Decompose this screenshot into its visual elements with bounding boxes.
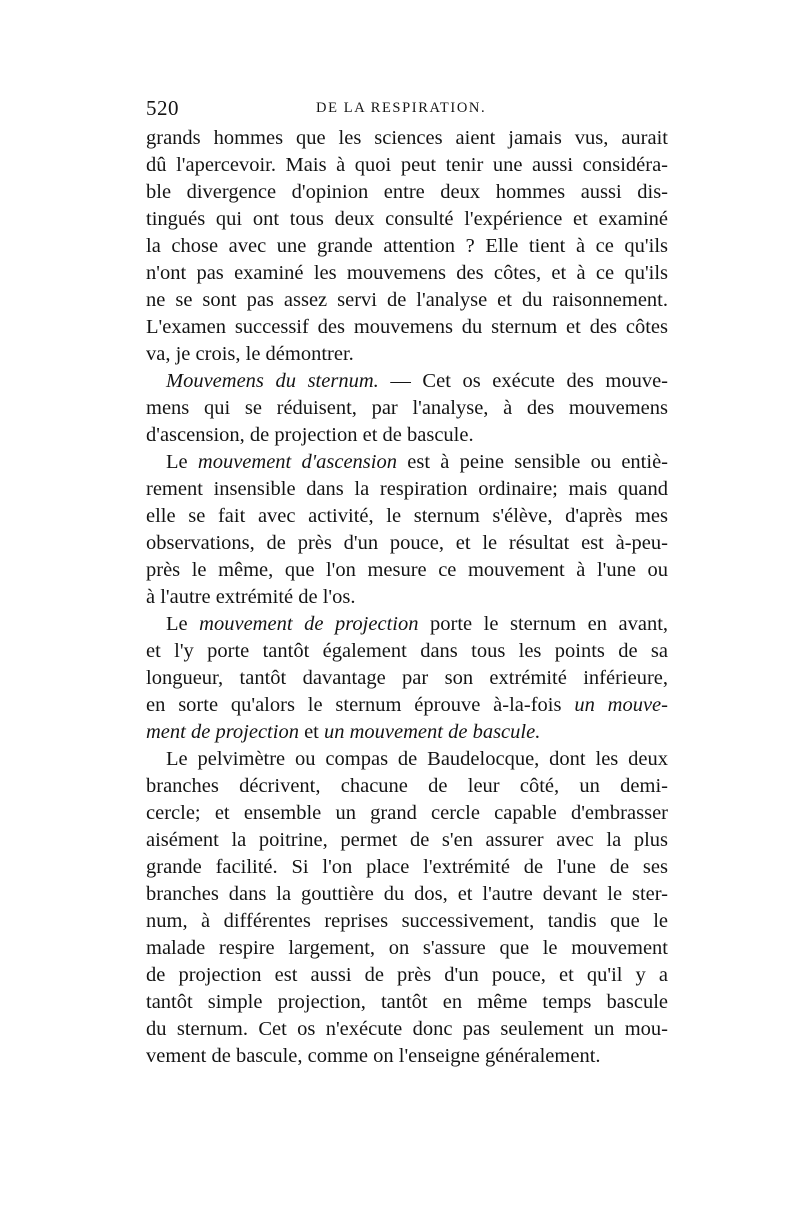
text-segment: L'examen successif des mouvemens du sternum et des côtes <box>146 316 668 338</box>
italic-phrase: ment de projection <box>146 721 299 743</box>
text-segment: ble divergence d'opinion entre deux hommes aussi dis- <box>146 181 668 203</box>
text-segment: num, à différentes reprises successivement, tandis que le <box>146 910 668 932</box>
text-line <box>146 881 668 908</box>
text-segment: à l'autre extrémité de l'os. <box>146 586 356 608</box>
text-segment: d'ascension, de projection et de bascule. <box>146 424 474 446</box>
text-segment: branches décrivent, chacune de leur côté, un demi- <box>146 775 668 797</box>
text-line <box>146 1043 668 1070</box>
text-segment: grands hommes que les sciences aient jamais vus, aurait <box>146 127 668 149</box>
text-segment: grande facilité. Si l'on place l'extrémité de l'une de ses <box>146 856 668 878</box>
italic-phrase: mouvement d'ascension <box>197 451 397 473</box>
text-segment: cercle; et ensemble un grand cercle capable d'embrasser <box>146 802 668 824</box>
text-line <box>146 314 668 341</box>
italic-phrase: mouvement de projection <box>199 613 419 635</box>
text-line <box>146 611 668 638</box>
text-line <box>146 962 668 989</box>
text-segment: branches dans la gouttière du dos, et l'autre devant le ster- <box>146 883 668 905</box>
text-segment: Le <box>166 451 198 473</box>
text-segment: rement insensible dans la respiration ordinaire; mais quand <box>146 478 668 500</box>
text-segment: va, je crois, le démontrer. <box>146 343 354 365</box>
text-line <box>146 422 668 449</box>
text-line <box>146 800 668 827</box>
text-segment: aisément la poitrine, permet de s'en assurer avec la plus <box>146 829 668 851</box>
text-line <box>146 989 668 1016</box>
text-line <box>146 125 668 152</box>
text-line <box>146 530 668 557</box>
text-line <box>146 935 668 962</box>
italic-phrase: Mouvemens du sternum. <box>166 370 379 392</box>
text-segment: la chose avec une grande attention ? Elle tient à ce qu'ils <box>146 235 668 257</box>
text-line <box>146 233 668 260</box>
page-number: 520 <box>146 96 179 120</box>
text-segment: vement de bascule, comme on l'enseigne généralement. <box>146 1045 601 1067</box>
text-segment: Le pelvimètre ou compas de Baudelocque, dont les deux <box>166 748 668 770</box>
text-line <box>146 179 668 206</box>
text-line <box>146 557 668 584</box>
text-line <box>146 584 668 611</box>
text-line <box>146 449 668 476</box>
text-line <box>146 1016 668 1043</box>
text-segment: tantôt simple projection, tantôt en même temps bascule <box>146 991 668 1013</box>
text-segment: en sorte qu'alors le sternum éprouve à-la-fois <box>146 694 575 716</box>
running-title: DE LA RESPIRATION. <box>316 100 487 116</box>
text-segment: ne se sont pas assez servi de l'analyse et du raisonnement. <box>146 289 668 311</box>
text-segment: dû l'apercevoir. Mais à quoi peut tenir une aussi considéra- <box>146 154 668 176</box>
text-segment: longueur, tantôt davantage par son extrémité inférieure, <box>146 667 668 689</box>
text-segment: et <box>298 721 324 743</box>
italic-phrase: un mouvement de bascule. <box>324 721 541 743</box>
text-line <box>146 854 668 881</box>
text-line <box>146 503 668 530</box>
text-segment: malade respire largement, on s'assure que le mouvement <box>146 937 668 959</box>
text-segment: mens qui se réduisent, par l'analyse, à des mouvemens <box>146 397 668 419</box>
text-line <box>146 368 668 395</box>
text-line <box>146 827 668 854</box>
text-line <box>146 746 668 773</box>
text-line <box>146 665 668 692</box>
text-line <box>146 152 668 179</box>
text-line <box>146 260 668 287</box>
text-segment: observations, de près d'un pouce, et le résultat est à-peu- <box>146 532 668 554</box>
text-line <box>146 773 668 800</box>
text-segment: tingués qui ont tous deux consulté l'expérience et examiné <box>146 208 668 230</box>
text-segment: près le même, que l'on mesure ce mouvement à l'une ou <box>146 559 668 581</box>
page-header <box>146 96 668 122</box>
text-segment: de projection est aussi de près d'un pouce, et qu'il y a <box>146 964 668 986</box>
text-line <box>146 638 668 665</box>
text-segment: est à peine sensible ou entiè- <box>396 451 668 473</box>
text-line <box>146 719 668 746</box>
text-segment: porte le sternum en avant, <box>418 613 668 635</box>
text-segment: et l'y porte tantôt également dans tous les points de sa <box>146 640 668 662</box>
text-line <box>146 476 668 503</box>
italic-phrase: un mouve- <box>574 694 668 716</box>
text-segment: elle se fait avec activité, le sternum s'élève, d'après mes <box>146 505 668 527</box>
text-segment: n'ont pas examiné les mouvemens des côtes, et à ce qu'ils <box>146 262 668 284</box>
text-line <box>146 341 668 368</box>
text-segment: Le <box>166 613 200 635</box>
text-line <box>146 206 668 233</box>
text-line <box>146 395 668 422</box>
text-line <box>146 692 668 719</box>
text-segment: — Cet os exécute des mouve- <box>378 370 668 392</box>
text-line <box>146 908 668 935</box>
body-text <box>146 125 668 1070</box>
text-line <box>146 287 668 314</box>
text-segment: du sternum. Cet os n'exécute donc pas seulement un mou- <box>146 1018 668 1040</box>
